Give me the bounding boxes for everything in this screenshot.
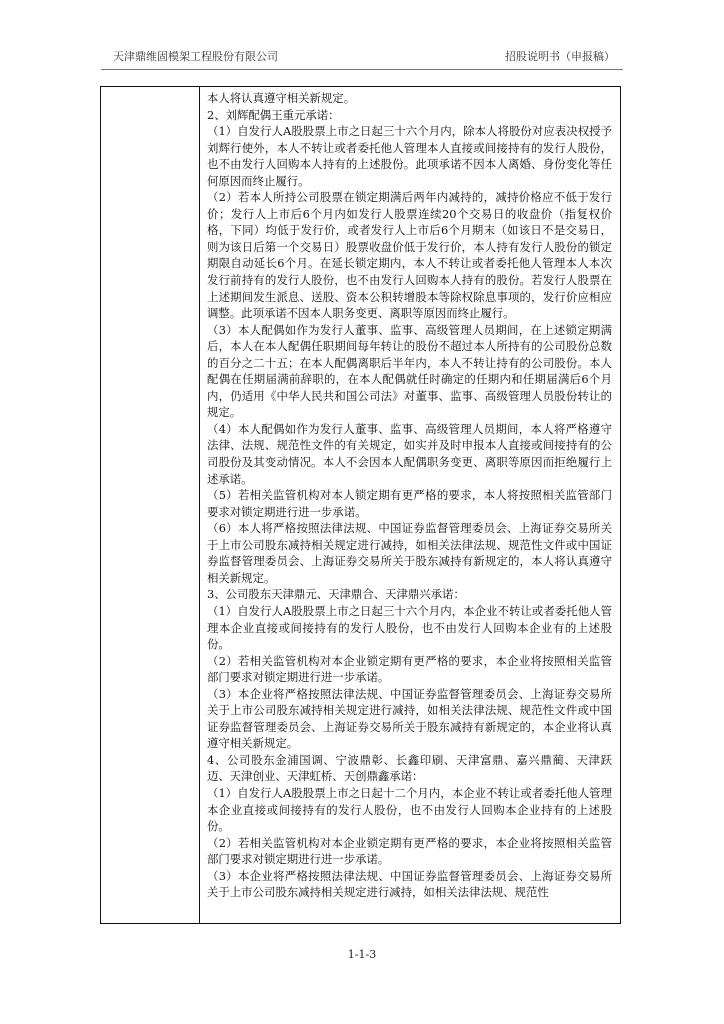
paragraph: （5）若相关监管机构对本人锁定期有更严格的要求，本人将按照相关监管部门要求对锁定期进行进一步承诺。	[207, 488, 612, 519]
paragraph: （3）本企业将严格按照法律法规、中国证券监督管理委员会、上海证券交易所关于上市公司股东减持相关规定进行减持，如相关法律法规、规范性文件或中国证券监督管理委员会、上海证券交易所关于股东减持有新规定的，本企业将认真遵守相关新规定。	[207, 686, 612, 751]
paragraph: （1）自发行人A股股票上市之日起十二个月内，本企业不转让或者委托他人管理本企业直接或间接持有的发行人股份，也不由发行人回购本企业持有的上述股份。	[207, 785, 612, 834]
header-divider	[101, 69, 623, 70]
paragraph: （3）本人配偶如作为发行人董事、监事、高级管理人员期间，在上述锁定期满后，本人在本人配偶任职期间每年转让的股份不超过本人所持有的公司股份总数的百分之二十五；在本人配偶离职后半年内，本人不转让持有的公司股份。本人配偶在任期届满前辞职的，在本人配偶就任时确定的任期内和任期届满后6个月内，仍适用《中华人民共和国公司法》对董事、监事、高级管理人员股份转让的规定。	[207, 322, 612, 420]
paragraph: （6）本人将严格按照法律法规、中国证券监督管理委员会、上海证券交易所关于上市公司股东减持相关规定进行减持，如相关法律法规、规范性文件或中国证券监督管理委员会、上海证券交易所关于股东减持有新规定的，本人将认真遵守相关新规定。	[207, 521, 612, 585]
commitment-table	[100, 86, 621, 924]
paragraph: 本人将认真遵守相关新规定。	[207, 91, 356, 105]
paragraph: （2）若相关监管机构对本企业锁定期有更严格的要求，本企业将按照相关监管部门要求对锁定期进行进一步承诺。	[207, 653, 612, 685]
paragraph: 4、公司股东金浦国调、宁波鼎彰、长鑫印刷、天津富鼎、嘉兴鼎蔺、天津跃迈、天津创业、天津虹桥、天创鼎鑫承诺：	[207, 752, 612, 784]
table-column-divider	[199, 87, 200, 923]
page-header	[101, 46, 623, 68]
page-number: 1-1-3	[347, 948, 377, 961]
paragraph: （1）自发行人A股股票上市之日起三十六个月内，本企业不转让或者委托他人管理本企业直接或间接持有的发行人股份，也不由发行人回购本企业有的上述股份。	[207, 603, 612, 652]
paragraph: （2）若相关监管机构对本企业锁定期有更严格的要求，本企业将按照相关监管部门要求对锁定期进行进一步承诺。	[207, 835, 612, 867]
paragraph: （3）本企业将严格按照法律法规、中国证券监督管理委员会、上海证券交易所关于上市公司股东减持相关规定进行减持，如相关法律法规、规范性	[207, 868, 612, 900]
paragraph: （1）自发行人A股股票上市之日起三十六个月内，除本人将股份对应表决权授予刘辉行使外，本人不转让或者委托他人管理本人直接或间接持有的发行人股份，也不由发行人回购本人持有的上述股份。此项承诺不因本人离婚、身份变化等任何原因而终止履行。	[207, 124, 612, 188]
paragraph: （4）本人配偶如作为发行人董事、监事、高级管理人员期间，本人将严格遵守法律、法规、规范性文件的有关规定，如实并及时申报本人直接或间接持有的公司股份及其变动情况。本人不会因本人配偶职务变更、离职等原因而拒绝履行上述承诺。	[207, 421, 612, 486]
paragraph: 3、公司股东天津鼎元、天津鼎合、天津鼎兴承诺：	[207, 587, 465, 602]
table-content-cell	[207, 90, 612, 901]
company-name: 天津鼎维固模架工程股份有限公司	[113, 50, 278, 63]
paragraph: 2、刘辉配偶王重元承诺：	[207, 107, 340, 122]
paragraph: （2）若本人所持公司股票在锁定期满后两年内减持的，减持价格应不低于发行价；发行人上市后6个月内如发行人股票连续20个交易日的收盘价（指复权价格，下同）均低于发行价，或者发行人上市后6个月期末（如该日不是交易日，则为该日后第一个交易日）股票收盘价低于发行价，本人持有发行人股份的锁定期限自动延长6个月。在延长锁定期内，本人不转让或者委托他人管理本人本次发行前持有的发行人股份，也不由发行人回购本人持有的股份。若发行人股票在上述期间发生派息、送股、资本公积转增股本等除权除息事项的，发行价应相应调整。此项承诺不因本人职务变更、离职等原因而终止履行。	[207, 190, 612, 321]
document-title: 招股说明书（申报稿）	[505, 50, 615, 63]
